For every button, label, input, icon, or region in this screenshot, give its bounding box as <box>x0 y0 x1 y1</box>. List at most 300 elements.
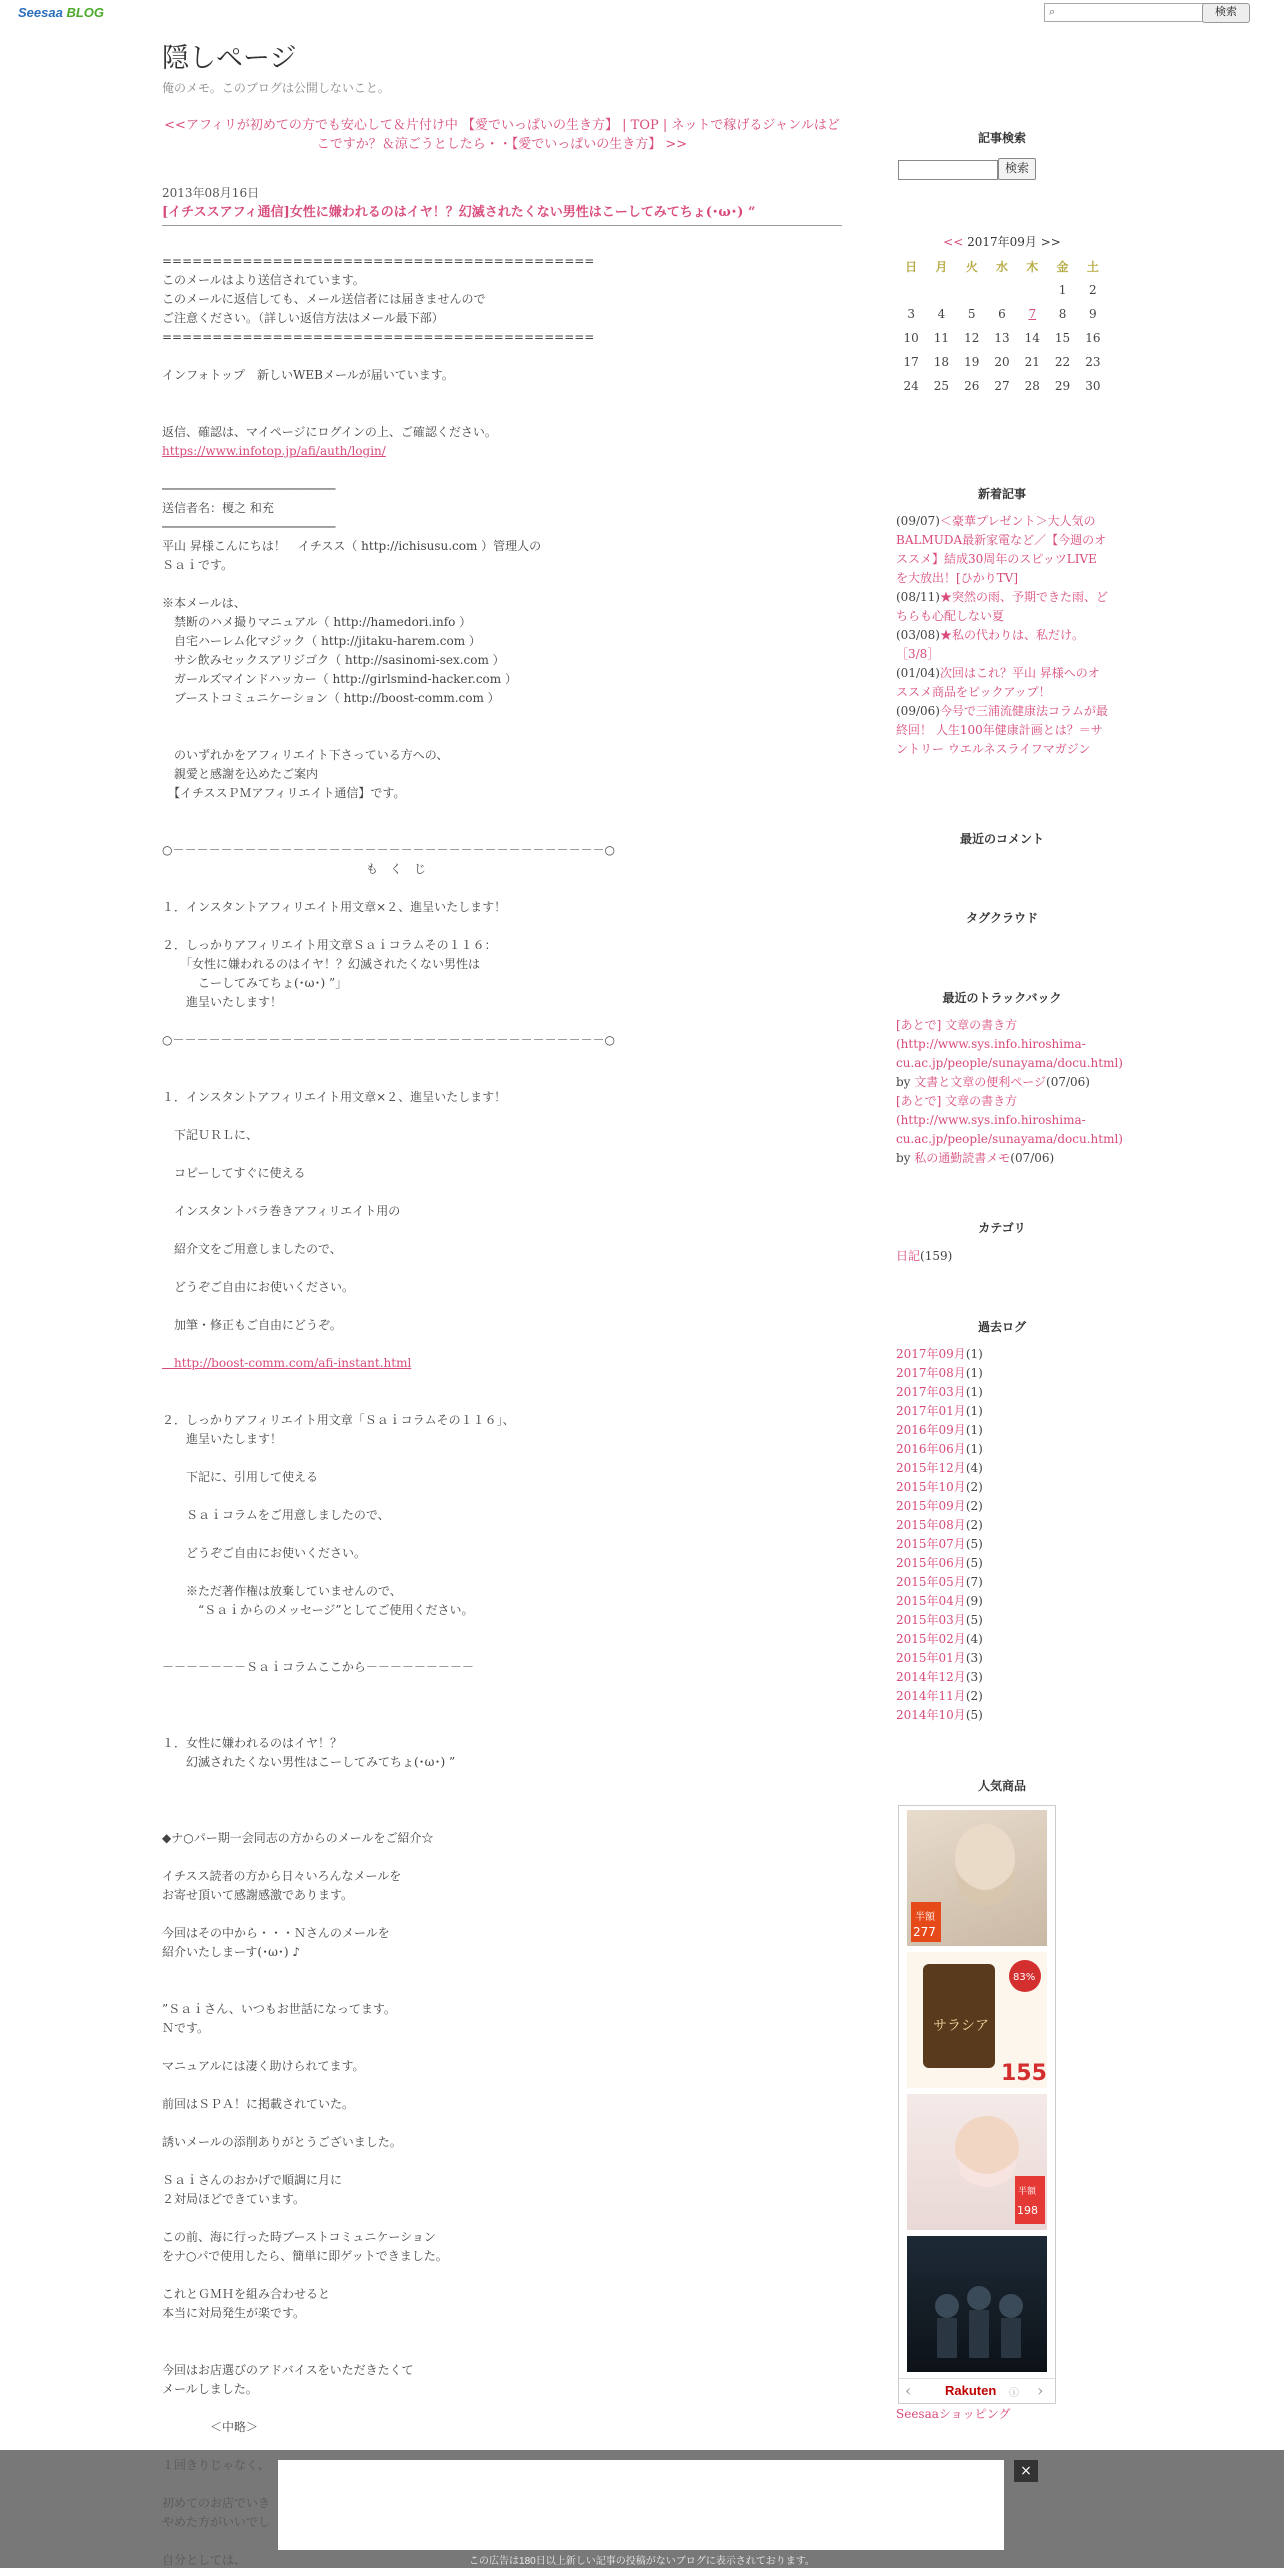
post-line: 今回はお店選びのアドバイスをいただきたくて <box>162 2363 414 2377</box>
archive-link[interactable]: 2014年11月 <box>896 1689 966 1703</box>
post-line <box>162 1525 842 1544</box>
calendar-day: 24 <box>903 379 919 393</box>
trackback-source-link[interactable]: 私の通勤読書メモ <box>914 1151 1011 1165</box>
post-line <box>162 1069 842 1088</box>
post-line <box>162 2342 842 2361</box>
archive-link[interactable]: 2016年06月 <box>896 1442 966 1456</box>
band-photo-graphic <box>907 2236 1047 2372</box>
post-line: この前、海に行った時ブーストコミュニケーション <box>162 2230 436 2244</box>
post-line <box>162 1962 842 1981</box>
calendar-day: 17 <box>903 355 919 369</box>
archive-link[interactable]: 2017年01月 <box>896 1404 966 1418</box>
post-line: ２対局ほどできています。 <box>162 2192 306 2206</box>
calendar-day: 15 <box>1054 331 1071 345</box>
calendar-weekday: 月 <box>935 259 948 274</box>
category-link[interactable]: 日記 <box>896 1249 921 1263</box>
post-line: 紹介文をご用意しましたので、 <box>162 1242 342 1256</box>
archive-count: (5) <box>965 1613 983 1627</box>
calendar-day: 8 <box>1058 307 1067 321</box>
archive-item <box>896 1611 1108 1630</box>
post-line <box>162 1981 842 2000</box>
post-line: どうぞご自由にお使いください。 <box>162 1280 355 1294</box>
post-line: ２．しっかりアフィリエイト用文章「Ｓａｉコラムその１１６」、 <box>162 1413 515 1427</box>
archive-count: (9) <box>965 1594 983 1608</box>
post-line <box>162 1487 842 1506</box>
post-line <box>162 1259 842 1278</box>
post-line: ○－－－－－－－－－－－－－－－－－－－－－－－－－－－－－－－－－－－－○ <box>162 843 615 857</box>
post-line: 自宅ハーレム化マジック（ http://jitaku-harem.com ） <box>162 634 481 648</box>
archive-item <box>896 1402 1108 1421</box>
calendar-day: 26 <box>964 379 980 393</box>
calendar-day: 3 <box>907 307 915 321</box>
recent-post-date: (09/07) <box>896 514 940 528</box>
calendar-weekday-row <box>896 254 1108 278</box>
post-line <box>162 1012 842 1031</box>
archive-count: (4) <box>965 1632 983 1646</box>
post-line: 禁断のハメ撮りマニュアル（ http://hamedori.info ） <box>162 615 472 629</box>
archive-count: (5) <box>965 1537 983 1551</box>
archive-item <box>896 1592 1108 1611</box>
ad-banner[interactable] <box>278 2460 1004 2550</box>
calendar-day: 9 <box>1089 307 1097 321</box>
top-search-input[interactable] <box>1044 3 1206 22</box>
trackback-link[interactable]: [あとで] 文章の書き方 (http://www.sys.info.hiroshima-cu.ac.jp/people/sunayama/docu.html) <box>896 1018 1123 1070</box>
calendar-week <box>896 302 1108 326</box>
post-line: 誘いメールの添削ありがとうございました。 <box>162 2135 402 2149</box>
calendar-day: 22 <box>1054 355 1071 369</box>
post-line: 進呈いたします！ <box>162 995 283 1009</box>
trackback-date: (07/06) <box>1010 1151 1055 1165</box>
calendar-day: 11 <box>933 331 950 345</box>
recent-post-item <box>896 664 1108 702</box>
post-line: メールしました。 <box>162 2382 258 2396</box>
post-line: このメールはより送信されています。 <box>162 273 365 287</box>
post-line <box>162 575 842 594</box>
svg-text:83%: 83% <box>1013 1972 1036 1983</box>
post-line <box>162 1050 842 1069</box>
calendar-day: 20 <box>994 355 1010 369</box>
archive-count: (2) <box>965 1480 983 1494</box>
archive-item <box>896 1364 1108 1383</box>
mask-model-graphic <box>907 2094 1047 2230</box>
post-line <box>162 2399 842 2418</box>
post-line: －－－－－－－Ｓａｉコラムここから－－－－－－－－－ <box>162 1660 474 1674</box>
seesaa-shopping-link[interactable]: Seesaaショッピング <box>896 2407 1011 2421</box>
ad-note: この広告は180日以上新しい記事の投稿がないブログに表示されております。 <box>469 2556 815 2567</box>
archive-count: (7) <box>965 1575 983 1589</box>
product-image-mask[interactable] <box>907 1810 1047 1946</box>
carousel-prev-icon[interactable]: ‹ <box>905 2381 912 2400</box>
archive-link[interactable]: 2015年03月 <box>896 1613 966 1627</box>
recent-post-date: (01/04) <box>896 666 940 680</box>
archive-item <box>896 1649 1108 1668</box>
recent-post-date: (03/08) <box>896 628 940 642</box>
calendar-next-link[interactable]: >> <box>1040 235 1061 249</box>
blog-title[interactable]: 隠しページ <box>162 43 297 74</box>
post-line: ◆ナ○パー期一会同志の方からのメールをご紹介☆ <box>162 1831 434 1845</box>
trackback-source-link[interactable]: 文書と文章の便利ページ <box>914 1075 1047 1089</box>
calendar-day: 18 <box>933 355 950 369</box>
post-line: 幻滅されたくない男性はこーしてみてちょ(･ω･) ” <box>162 1755 456 1769</box>
post-line <box>162 1791 842 1810</box>
post-line <box>162 1810 842 1829</box>
archive-link[interactable]: 2015年01月 <box>896 1651 966 1665</box>
archive-link[interactable]: 2015年06月 <box>896 1556 966 1570</box>
post-line <box>162 879 842 898</box>
trackback-date: (07/06) <box>1046 1075 1090 1089</box>
post-line: “Ｓａｉからのメッセージ”としてご使用ください。 <box>162 1603 474 1617</box>
archive-link[interactable]: 2015年05月 <box>896 1575 966 1589</box>
post-line <box>162 1449 842 1468</box>
top-search-button[interactable]: 検索 <box>1202 3 1250 23</box>
post-line <box>162 2209 842 2228</box>
product-image-mask-2[interactable] <box>907 2094 1047 2230</box>
svg-text:サラシア: サラシア <box>933 2018 989 2034</box>
post-line <box>162 2114 842 2133</box>
post-line: １．インスタントアフィリエイト用文章×２、進呈いたします！ <box>162 900 507 914</box>
archive-count: (1) <box>965 1385 983 1399</box>
post-line: =========================================== <box>162 330 595 344</box>
archive-item <box>896 1554 1108 1573</box>
archive-item <box>896 1668 1108 1687</box>
post-line <box>162 2266 842 2285</box>
post-line <box>162 1715 842 1734</box>
post-line <box>162 708 842 727</box>
calendar-day <box>957 278 987 302</box>
calendar-day: 29 <box>1054 379 1071 393</box>
post-line: イチスス読者の方から日々いろんなメールを <box>162 1869 402 1883</box>
post-line <box>162 461 842 480</box>
calendar-day: 27 <box>994 379 1010 393</box>
post-line <box>162 404 842 423</box>
archive-item <box>896 1440 1108 1459</box>
post-line <box>162 2038 842 2057</box>
category-count: (159) <box>920 1249 953 1263</box>
recent-post-date: (09/06) <box>896 704 940 718</box>
post-line: ＜中略＞ <box>162 2420 259 2434</box>
post-line <box>162 1677 842 1696</box>
calendar-day: 30 <box>1085 379 1101 393</box>
post-line: 親愛と感謝を込めたご案内 <box>162 767 319 781</box>
prev-next-nav[interactable]: <<アフィリが初めての方でも安心して＆片付け中 【愛でいっぱいの生き方】 | TOP | ネットで稼げるジャンルはどこですか？＆涼ごうとしたら・・【愛でいっぱいの生き方】 >> <box>164 118 840 152</box>
post-line: ２．しっかりアフィリエイト用文章Ｓａｉコラムその１１６： <box>162 938 497 952</box>
calendar-prev-link[interactable]: << <box>943 235 964 249</box>
archive-count: (1) <box>965 1404 983 1418</box>
post-line: Ｓａｉコラムをご用意しましたので、 <box>162 1508 390 1522</box>
rakuten-widget <box>898 1805 1056 2404</box>
calendar-header <box>896 233 1108 250</box>
calendar-week <box>896 374 1108 398</box>
recent-posts-title: 新着記事 <box>977 487 1026 501</box>
archive-count: (1) <box>965 1442 983 1456</box>
post-line: １．女性に嫌われるのはイヤ！？ <box>162 1736 343 1750</box>
post-line: のいずれかをアフィリエイト下さっている方への、 <box>162 748 449 762</box>
sidebar-search-button[interactable]: 検索 <box>998 158 1036 180</box>
popular-items-title: 人気商品 <box>977 1779 1026 1793</box>
archive-count: (3) <box>965 1651 983 1665</box>
archive-link[interactable]: 2015年09月 <box>896 1499 966 1513</box>
trackback-title: 最近のトラックバック <box>942 991 1062 1005</box>
archive-item <box>896 1421 1108 1440</box>
recent-post-link[interactable]: 今号で三浦流健康法コラムが最終回！ 人生100年健康計画とは？＝サントリー ウエルネスライフマガジン <box>896 704 1108 756</box>
archive-link[interactable]: 2015年07月 <box>896 1537 966 1551</box>
post-line: Ｎです。 <box>162 2021 210 2035</box>
archive-count: (1) <box>965 1347 983 1361</box>
calendar-weekday: 水 <box>995 259 1008 274</box>
archive-link[interactable]: 2017年03月 <box>896 1385 966 1399</box>
seesaa-blog-logo[interactable]: Seesaa BLOG <box>18 5 105 20</box>
post-line <box>162 1639 842 1658</box>
post-link[interactable]: https://www.infotop.jp/afi/auth/login/ <box>162 444 386 458</box>
post-line: ”Ｓａｉさん、いつもお世話になってます。 <box>162 2002 396 2016</box>
post-line: Ｓａｉです。 <box>162 558 234 572</box>
calendar-day: 1 <box>1058 283 1067 297</box>
post-line: 下記に、引用して使える <box>162 1470 319 1484</box>
post-line: Ｓａｉさんのおかげで順調に月に <box>162 2173 343 2187</box>
post-line <box>162 1696 842 1715</box>
archive-item <box>896 1706 1108 1725</box>
archive-link[interactable]: 2015年08月 <box>896 1518 966 1532</box>
archive-link[interactable]: 2017年09月 <box>896 1347 966 1361</box>
post-line <box>162 1183 842 1202</box>
post-line: 「女性に嫌われるのはイヤ！？幻滅されたくない男性は <box>162 957 481 971</box>
post-line: 下記ＵＲＬに、 <box>162 1128 259 1142</box>
calendar-table <box>896 254 1108 398</box>
post-line <box>162 1335 842 1354</box>
post-line <box>162 1221 842 1240</box>
product-image-salacia[interactable] <box>907 1952 1047 2088</box>
post-line <box>162 1373 842 1392</box>
post-line <box>162 2076 842 2095</box>
post-line: ※本メールは、 <box>162 596 246 610</box>
post-line: も く じ <box>162 862 427 876</box>
calendar-week <box>896 326 1108 350</box>
post-line: をナ○パで使用したら、簡単に即ゲットできました。 <box>162 2249 448 2263</box>
calendar-day <box>987 278 1017 302</box>
calendar-day: 13 <box>994 331 1010 345</box>
recent-post-link[interactable]: 次回はこれ？平山 昇様へのオススメ商品をピックアップ！ <box>896 666 1100 699</box>
post-line <box>162 1107 842 1126</box>
calendar-day: 14 <box>1024 331 1040 345</box>
recent-post-item <box>896 702 1108 759</box>
archive-link[interactable]: 2015年04月 <box>896 1594 966 1608</box>
calendar-weekday: 土 <box>1086 259 1099 274</box>
archive-link[interactable]: 2017年08月 <box>896 1366 966 1380</box>
post-line <box>162 2323 842 2342</box>
top-bar <box>0 0 1284 26</box>
post-line: お寄せ頂いて感謝感激であります。 <box>162 1888 354 1902</box>
search-widget-title: 記事検索 <box>977 131 1026 145</box>
recent-post-date: (08/11) <box>896 590 940 604</box>
archive-item <box>896 1459 1108 1478</box>
post-line <box>162 1848 842 1867</box>
category-title: カテゴリ <box>978 1221 1026 1235</box>
ad-close-button[interactable]: × <box>1014 2460 1038 2482</box>
archive-item <box>896 1516 1108 1535</box>
calendar-day: 5 <box>967 307 976 321</box>
archive-link[interactable]: 2014年10月 <box>896 1708 966 1722</box>
post-line: 紹介いたしまーす(･ω･) ♪ <box>162 1945 301 1959</box>
post-line <box>162 1772 842 1791</box>
post-line: ブーストコミュニケーション（ http://boost-comm.com ） <box>162 691 500 705</box>
shopping-link-wrap <box>896 2405 1108 2424</box>
calendar-day: 12 <box>964 331 980 345</box>
calendar-day: 21 <box>1024 355 1040 369</box>
calendar-day: 10 <box>903 331 919 345</box>
post-line: どうぞご自由にお使いください。 <box>162 1546 367 1560</box>
recent-post-link[interactable]: ★突然の雨、予期できた雨、どちらも心配しない夏 <box>896 590 1108 623</box>
post-line: ○－－－－－－－－－－－－－－－－－－－－－－－－－－－－－－－－－－－－○ <box>162 1033 615 1047</box>
archive-count: (2) <box>965 1499 983 1513</box>
category-list <box>896 1247 1108 1266</box>
archive-count: (1) <box>965 1423 983 1437</box>
post-line: このメールに返信しても、メール送信者には届きませんので <box>162 292 486 306</box>
archive-list <box>896 1345 1108 1725</box>
post-line: =========================================== <box>162 254 595 268</box>
archive-link[interactable]: 2016年09月 <box>896 1423 966 1437</box>
calendar-day <box>896 278 926 302</box>
trackback-link[interactable]: [あとで] 文章の書き方 (http://www.sys.info.hiroshima-cu.ac.jp/people/sunayama/docu.html) <box>896 1094 1123 1146</box>
calendar-weekday: 木 <box>1026 259 1039 274</box>
trackback-by: by <box>896 1075 915 1089</box>
svg-text:半額: 半額 <box>915 1912 935 1923</box>
calendar-day: 2 <box>1089 283 1097 297</box>
post-link[interactable]: http://boost-comm.com/afi-instant.html <box>162 1356 412 1370</box>
recent-comments-title: 最近のコメント <box>959 832 1044 846</box>
post-line: インスタントバラ巻きアフィリエイト用の <box>162 1204 401 1218</box>
recent-post-item <box>896 588 1108 626</box>
calendar-day: 23 <box>1085 355 1101 369</box>
post-line <box>162 1392 842 1411</box>
post-line <box>162 347 842 366</box>
archive-item <box>896 1573 1108 1592</box>
post-line <box>162 1297 842 1316</box>
post-line: 【イチススＰＭアフィリエイト通信】です。 <box>162 786 406 800</box>
post-line: １．インスタントアフィリエイト用文章×２、進呈いたします！ <box>162 1090 507 1104</box>
archive-count: (2) <box>965 1518 983 1532</box>
post-line: これとＧＭＨを組み合わせると <box>162 2287 331 2301</box>
calendar-day <box>926 278 956 302</box>
post-line <box>162 1563 842 1582</box>
trackback-list <box>896 1016 1123 1168</box>
archive-item <box>896 1383 1108 1402</box>
calendar-day: 25 <box>933 379 950 393</box>
post-line <box>162 385 842 404</box>
post-line: ──────────────────────── <box>162 482 336 496</box>
rakuten-logo: Rakuten <box>945 2383 997 2398</box>
calendar-day-link[interactable]: 7 <box>1028 307 1037 321</box>
post-line <box>162 822 842 841</box>
post-line <box>162 803 842 822</box>
archive-count: (3) <box>965 1670 983 1684</box>
svg-text:155: 155 <box>1001 2061 1047 2086</box>
trackback-item <box>896 1016 1123 1092</box>
calendar-weekday: 火 <box>965 259 978 274</box>
blog-description: 俺のメモ。このブログは公開しないこと。 <box>162 81 390 95</box>
archive-item <box>896 1345 1108 1364</box>
archive-count: (4) <box>965 1461 983 1475</box>
post-line: ※ただ著作権は放棄していませんので、 <box>162 1584 402 1598</box>
trackback-item <box>896 1092 1123 1168</box>
archive-item <box>896 1687 1108 1706</box>
salacia-product-graphic <box>907 1952 1047 2088</box>
post-line: マニュアルには凄く助けられてます。 <box>162 2059 365 2073</box>
rakuten-footer <box>899 2378 1055 2403</box>
archive-link[interactable]: 2015年10月 <box>896 1480 966 1494</box>
product-image-music[interactable] <box>907 2236 1047 2372</box>
calendar-day: 4 <box>937 307 946 321</box>
post-line: 加筆・修正もご自由にどうぞ。 <box>162 1318 342 1332</box>
post-line <box>162 1620 842 1639</box>
post-body <box>162 252 842 2570</box>
calendar-day: 16 <box>1085 331 1101 345</box>
calendar-day: 6 <box>998 307 1006 321</box>
post-line: こーしてみてちょ(･ω･) ”」 <box>162 976 348 990</box>
archive-count: (2) <box>965 1689 983 1703</box>
archive-item <box>896 1478 1108 1497</box>
calendar-weekday: 金 <box>1056 259 1069 274</box>
sidebar-search-input[interactable] <box>898 160 998 180</box>
post-line: ガールズマインドハッカー（ http://girlsmind-hacker.com ） <box>162 672 517 686</box>
recent-post-item <box>896 626 1108 664</box>
post-line: 送信者名：榎之 和充 <box>162 501 274 515</box>
post-line <box>162 727 842 746</box>
recent-posts-list <box>896 512 1108 759</box>
category-item <box>896 1247 1108 1266</box>
calendar-day <box>1017 278 1047 302</box>
svg-text:半額: 半額 <box>1018 2187 1037 2197</box>
svg-text:277: 277 <box>913 1925 936 1939</box>
archive-item <box>896 1497 1108 1516</box>
recent-post-link[interactable]: ＜豪華プレゼント＞大人気のBALMUDA最新家電など／【今週のオススメ】結成30周年のスピッツLIVEを大放出！[ひかりTV] <box>896 514 1107 585</box>
tag-cloud-title: タグクラウド <box>965 911 1038 925</box>
search-icon: ⌕ <box>1049 5 1056 18</box>
archive-link[interactable]: 2015年12月 <box>896 1461 966 1475</box>
post-line: 本当に対局発生が楽です。 <box>162 2306 306 2320</box>
post-line <box>162 2152 842 2171</box>
recent-post-link[interactable]: ★私の代わりは、私だけ。［3/8］ <box>896 628 1084 661</box>
archive-item <box>896 1630 1108 1649</box>
archive-link[interactable]: 2014年12月 <box>896 1670 966 1684</box>
recent-post-item <box>896 512 1108 588</box>
info-icon[interactable]: ⓘ <box>1009 2388 1019 2399</box>
archive-item <box>896 1535 1108 1554</box>
post-line: ──────────────────────── <box>162 520 336 534</box>
post-date: 2013年08月16日 <box>162 186 260 200</box>
trackback-by: by <box>896 1151 915 1165</box>
mask-product-graphic <box>907 1810 1047 1946</box>
post-line <box>162 917 842 936</box>
post-line: ご注意ください。（詳しい返信方法はメール最下部） <box>162 311 444 325</box>
post-line: コピーしてすぐに使える <box>162 1166 306 1180</box>
archive-title: 過去ログ <box>977 1320 1026 1334</box>
post-line: 平山 昇様こんにちは！ イチスス（ http://ichisusu.com ）管理人の <box>162 539 542 553</box>
post-line: 進呈いたします！ <box>162 1432 283 1446</box>
svg-text:198: 198 <box>1017 2204 1038 2217</box>
post-line: 今回はその中から・・・Ｎさんのメールを <box>162 1926 390 1940</box>
post-line: インフォトップ 新しいWEBメールが届いています。 <box>162 368 454 382</box>
calendar-week <box>896 278 1108 302</box>
post-line: 前回はＳＰＡ！に掲載されていた。 <box>162 2097 355 2111</box>
post-title[interactable]: [イチススアフィ通信]女性に嫌われるのはイヤ！？幻滅されたくない男性はこーしてみてちょ(･ω･) ” <box>162 201 842 226</box>
calendar-weekday: 日 <box>905 259 918 274</box>
carousel-next-icon[interactable]: › <box>1037 2381 1044 2400</box>
post-line: サシ飲みセックスアリジゴク（ http://sasinomi-sex.com ） <box>162 653 505 667</box>
post-line <box>162 1905 842 1924</box>
archive-link[interactable]: 2015年02月 <box>896 1632 966 1646</box>
post-line <box>162 1145 842 1164</box>
archive-count: (5) <box>965 1556 983 1570</box>
